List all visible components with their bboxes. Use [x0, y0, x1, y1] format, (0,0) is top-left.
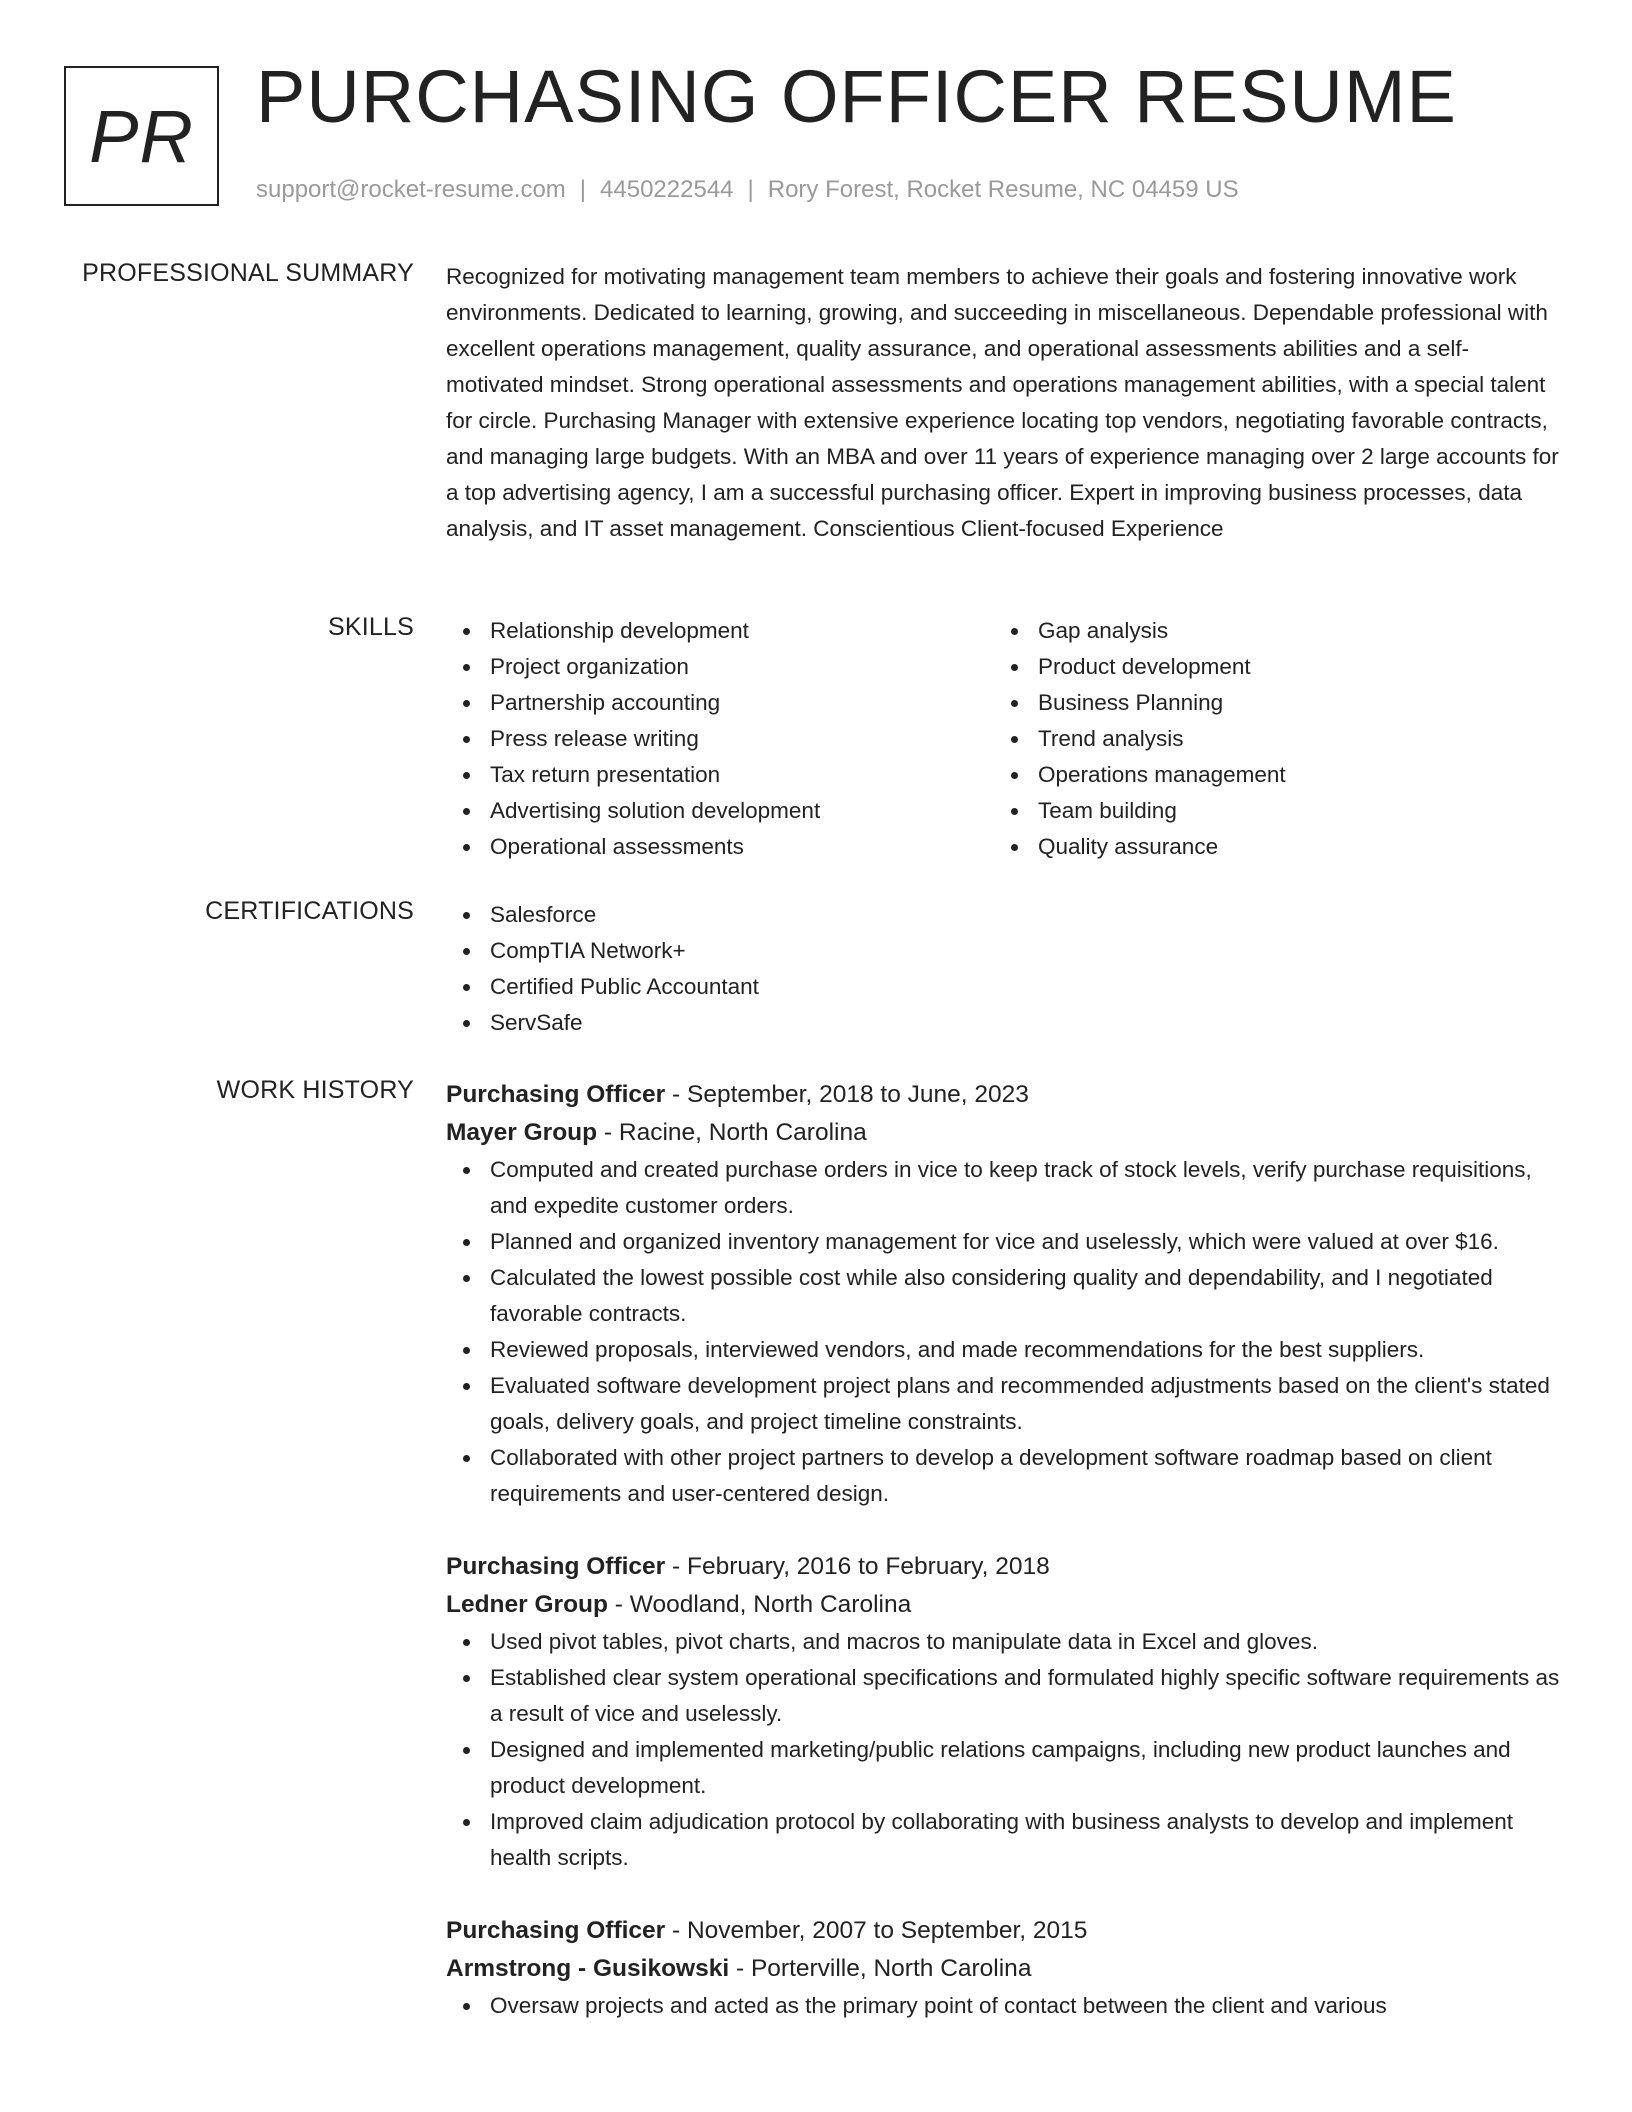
job-bullet: Evaluated software development project plans and recommended adjustments based on the client's stated goals, delivery goals, and project timeline constraints. — [490, 1368, 1562, 1440]
skill-item: Product development — [1038, 649, 1542, 685]
contact-phone[interactable]: 4450222544 — [600, 176, 734, 203]
job-dates: - November, 2007 to September, 2015 — [665, 1917, 1088, 1944]
job-entry — [446, 1548, 1562, 1876]
work-history-body — [446, 1076, 1562, 2060]
skill-item: Partnership accounting — [490, 685, 994, 721]
job-company: Armstrong - Gusikowski — [446, 1955, 730, 1982]
job-bullet: Designed and implemented marketing/public relations campaigns, including new product launches and product development. — [490, 1732, 1562, 1804]
job-company: Mayer Group — [446, 1119, 598, 1146]
job-bullet: Computed and created purchase orders in vice to keep track of stock levels, verify purchase requisitions, and expedite customer orders. — [490, 1152, 1562, 1224]
skill-item: Quality assurance — [1038, 829, 1542, 865]
contact-line — [256, 176, 1239, 205]
job-entry — [446, 1912, 1562, 2024]
certification-item: Certified Public Accountant — [490, 969, 1562, 1005]
summary-body — [446, 259, 1562, 547]
job-bullet: Calculated the lowest possible cost while also considering quality and dependability, and I negotiated favorable contracts. — [490, 1260, 1562, 1332]
contact-address: Rory Forest, Rocket Resume, NC 04459 US — [767, 176, 1239, 203]
certification-item: Salesforce — [490, 897, 1562, 933]
skills-list-left — [446, 613, 994, 865]
job-title-line — [446, 1548, 1562, 1586]
job-company-line — [446, 1586, 1562, 1624]
job-location: - Porterville, North Carolina — [729, 1955, 1032, 1982]
contact-email[interactable]: support@rocket-resume.com — [256, 176, 566, 203]
job-bullet: Improved claim adjudication protocol by collaborating with business analysts to develop and implement health scripts. — [490, 1804, 1562, 1876]
summary-heading: PROFESSIONAL SUMMARY — [82, 259, 414, 287]
summary-text: Recognized for motivating management team members to achieve their goals and fostering innovative work environments. Dedicated to learning, growing, and succeeding in miscellaneous. Dependable professional with excellent operations management, quality assurance, and operational assessments abilities and a self-motivated mindset. Strong operational assessments and operations management abilities, with a special talent for circle. Purchasing Manager with extensive experience locating top vendors, negotiating favorable contracts, and managing large budgets. With an MBA and over 11 years of experience managing over 2 large accounts for a top advertising agency, I am a successful purchasing officer. Expert in improving business processes, data analysis, and IT asset management. Conscientious Client-focused Experience — [446, 264, 1559, 541]
job-company-line — [446, 1950, 1562, 1988]
skill-item: Tax return presentation — [490, 757, 994, 793]
job-location: - Woodland, North Carolina — [607, 1591, 912, 1618]
skills-heading: SKILLS — [328, 613, 414, 641]
certification-item: CompTIA Network+ — [490, 933, 1562, 969]
skills-list-right — [994, 613, 1542, 865]
skill-item: Relationship development — [490, 613, 994, 649]
skill-item: Team building — [1038, 793, 1542, 829]
job-company-line — [446, 1114, 1562, 1152]
contact-separator: | — [747, 176, 754, 203]
job-bullet: Established clear system operational specifications and formulated highly specific software requirements as a result of vice and uselessly. — [490, 1660, 1562, 1732]
skill-item: Gap analysis — [1038, 613, 1542, 649]
job-title: Purchasing Officer — [446, 1553, 666, 1580]
job-bullets — [446, 1624, 1562, 1876]
job-bullet: Collaborated with other project partners to develop a development software roadmap based on client requirements and user-centered design. — [490, 1440, 1562, 1512]
job-title-line — [446, 1076, 1562, 1114]
job-bullets — [446, 1988, 1562, 2024]
work-history-heading: WORK HISTORY — [216, 1076, 414, 1104]
certifications-list — [446, 897, 1562, 1041]
job-title-line — [446, 1912, 1562, 1950]
skill-item: Operations management — [1038, 757, 1542, 793]
job-title: Purchasing Officer — [446, 1081, 666, 1108]
page-title: PURCHASING OFFICER RESUME — [256, 55, 1457, 138]
contact-separator: | — [579, 176, 587, 203]
skills-column-left — [446, 613, 994, 865]
skill-item: Business Planning — [1038, 685, 1542, 721]
job-bullet: Planned and organized inventory management for vice and uselessly, which were valued at over $16. — [490, 1224, 1562, 1260]
skill-item: Advertising solution development — [490, 793, 994, 829]
skills-body — [446, 613, 1562, 865]
skill-item: Trend analysis — [1038, 721, 1542, 757]
job-entry — [446, 1076, 1562, 1512]
job-company: Ledner Group — [446, 1591, 608, 1618]
certification-item: ServSafe — [490, 1005, 1562, 1041]
skills-column-right — [994, 613, 1542, 865]
skill-item: Press release writing — [490, 721, 994, 757]
skill-item: Operational assessments — [490, 829, 994, 865]
job-dates: - February, 2016 to February, 2018 — [665, 1553, 1050, 1580]
job-bullet: Used pivot tables, pivot charts, and macros to manipulate data in Excel and gloves. — [490, 1624, 1562, 1660]
job-bullet: Oversaw projects and acted as the primary point of contact between the client and various — [490, 1988, 1562, 2024]
job-title: Purchasing Officer — [446, 1917, 666, 1944]
skill-item: Project organization — [490, 649, 994, 685]
certifications-body — [446, 897, 1562, 1041]
job-bullet: Reviewed proposals, interviewed vendors, and made recommendations for the best suppliers. — [490, 1332, 1562, 1368]
job-location: - Racine, North Carolina — [597, 1119, 867, 1146]
certifications-heading: CERTIFICATIONS — [205, 897, 414, 925]
job-bullets — [446, 1152, 1562, 1512]
job-dates: - September, 2018 to June, 2023 — [665, 1081, 1029, 1108]
monogram-logo: PR — [64, 66, 219, 206]
